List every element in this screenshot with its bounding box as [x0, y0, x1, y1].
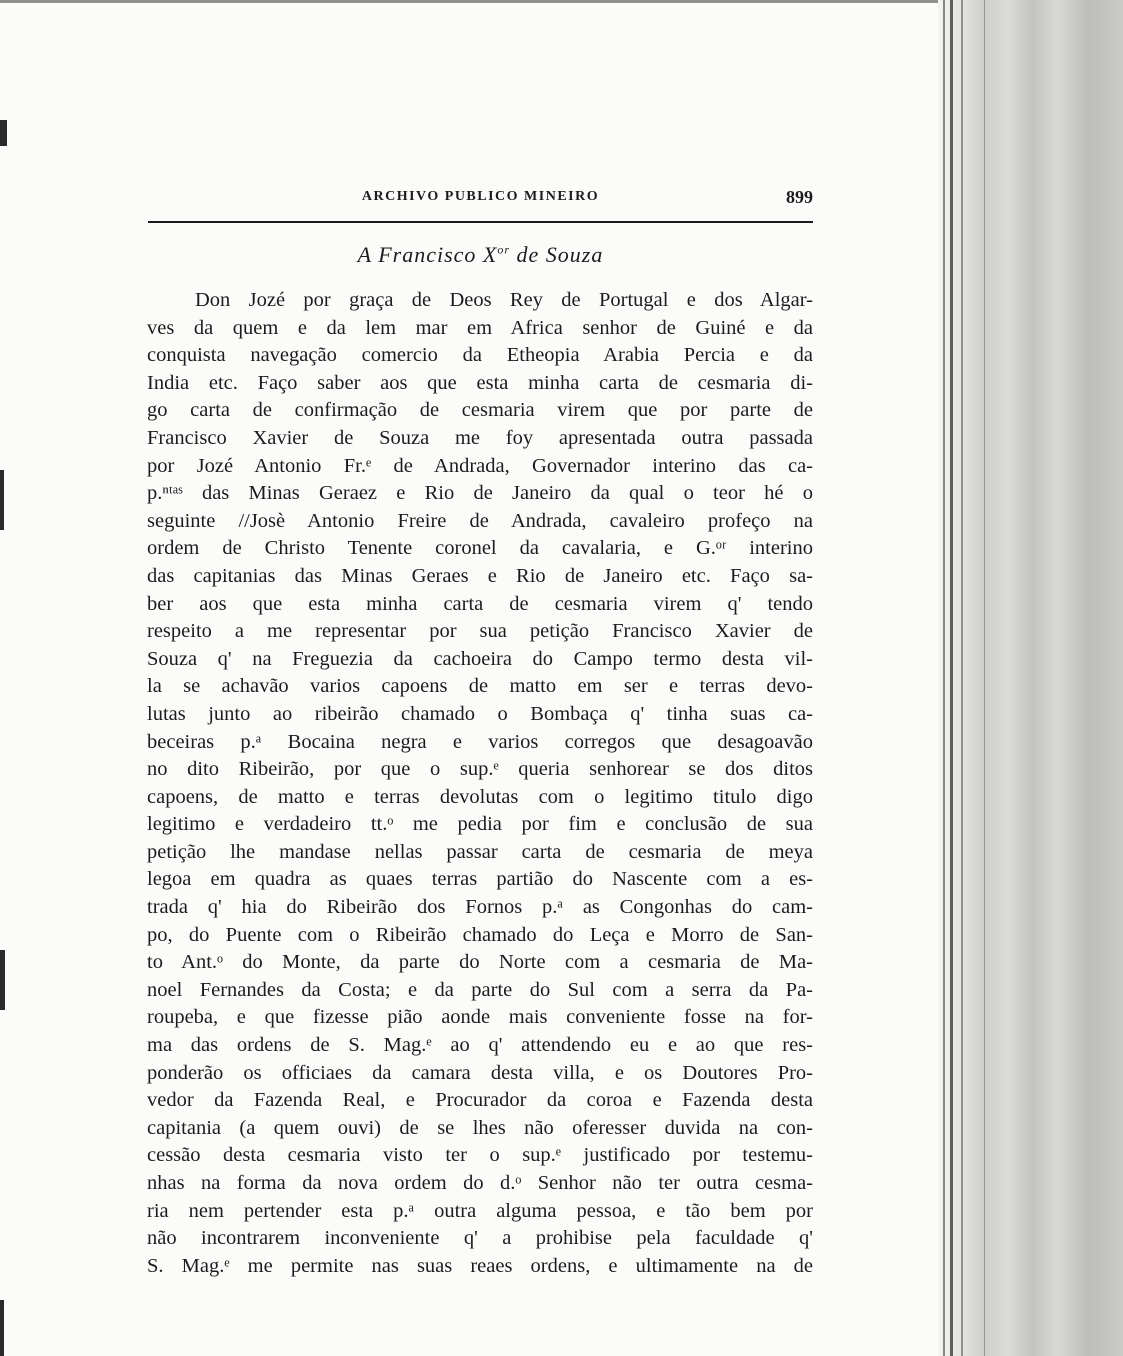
- running-header-title: ARCHIVO PUBLICO MINEIRO: [361, 189, 600, 204]
- text-line: beceiras p.ᵃ Bocaina negra e varios corregos que desagoavão: [147, 730, 813, 753]
- text-line: legoa em quadra as quaes terras partião do Nascente com a es-: [147, 868, 813, 891]
- text-line: po, do Puente com o Ribeirão chamado do Leça e Morro de San-: [147, 923, 813, 946]
- page-number: 899: [786, 187, 813, 207]
- document-title-end: de Souza: [516, 242, 604, 267]
- text-line: cessão desta cesmaria visto ter o sup.ᵉ justificado por testemu-: [147, 1144, 813, 1167]
- header-rule: [148, 221, 813, 223]
- text-line: no dito Ribeirão, por que o sup.ᵉ queria senhorear se dos ditos: [147, 758, 813, 781]
- gutter-shadow-line: [961, 0, 963, 1356]
- text-line: ponderão os officiaes da camara desta villa, e os Doutores Pro-: [147, 1061, 813, 1084]
- text-line: S. Mag.ᵉ me permite nas suas reaes ordens, e ultimamente na de: [147, 1254, 813, 1277]
- binding-mark: [0, 120, 7, 146]
- text-line: legitimo e verdadeiro tt.ᵒ me pedia por fim e conclusão de sua: [147, 813, 813, 836]
- gutter-shadow-line: [943, 0, 945, 1356]
- text-line: ber aos que esta minha carta de cesmaria virem q' tendo: [147, 592, 813, 615]
- text-line: nhas na forma da nova ordem do d.ᵒ Senhor não ter outra cesma-: [147, 1172, 813, 1194]
- gutter-shadow-line: [984, 0, 985, 1356]
- text-line: capoens, de matto e terras devolutas com o legitimo titulo digo: [147, 785, 813, 808]
- binding-mark: [0, 950, 5, 1010]
- binding-mark: [0, 1300, 4, 1356]
- text-line: go carta de confirmação de cesmaria virem que por parte de: [147, 399, 813, 422]
- text-line: respeito a me representar por sua petição Francisco Xavier de: [147, 620, 813, 643]
- text-line: noel Fernandes da Costa; e da parte do Sul com a serra da Pa-: [147, 978, 813, 1001]
- text-line: por Jozé Antonio Fr.ᵉ de Andrada, Governador interino das ca-: [147, 454, 813, 477]
- text-line: não incontrarem inconveniente q' a prohibise pela faculdade q': [147, 1227, 813, 1250]
- text-line: seguinte //Josè Antonio Freire de Andrada, cavaleiro profeço na: [147, 509, 813, 532]
- document-title: [148, 242, 813, 268]
- binding-mark: [0, 470, 4, 530]
- document-title-superscript: or: [497, 242, 511, 257]
- text-line: vedor da Fazenda Real, e Procurador da coroa e Fazenda desta: [147, 1089, 813, 1112]
- text-line: la se achavão varios capoens de matto em ser e terras devo-: [147, 675, 813, 698]
- text-line: to Ant.ᵒ do Monte, da parte do Norte com a cesmaria de Ma-: [147, 951, 813, 974]
- text-line: India etc. Faço saber aos que esta minha carta de cesmaria di-: [147, 371, 813, 394]
- gutter-shadow-line: [950, 0, 953, 1356]
- text-line: petição lhe mandase nellas passar carta de cesmaria de meya: [147, 840, 813, 863]
- body-text: [147, 287, 813, 1280]
- text-line: conquista navegação comercio da Etheopia Arabia Percia e da: [147, 344, 813, 367]
- text-line: das capitanias das Minas Geraes e Rio de Janeiro etc. Faço sa-: [147, 564, 813, 587]
- text-line: ria nem pertender esta p.ᵃ outra alguma pessoa, e tão bem por: [147, 1199, 813, 1222]
- text-line: Don Jozé por graça de Deos Rey de Portugal e dos Algar-: [195, 289, 813, 311]
- text-line: trada q' hia do Ribeirão dos Fornos p.ᵃ as Congonhas do cam-: [147, 896, 813, 919]
- text-line: ves da quem e da lem mar em Africa senhor de Guiné e da: [147, 316, 813, 339]
- text-line: capitania (a quem ouvi) de se lhes não oferesser duvida na con-: [147, 1116, 813, 1139]
- running-header: [148, 187, 813, 213]
- text-line: Francisco Xavier de Souza me foy apresentada outra passada: [147, 426, 813, 449]
- text-line: roupeba, e que fizesse pião aonde mais conveniente fosse na for-: [147, 1006, 813, 1029]
- text-line: Souza q' na Freguezia da cachoeira do Campo termo desta vil-: [147, 647, 813, 670]
- text-line: ordem de Christo Tenente coronel da cavalaria, e G.ᵒʳ interino: [147, 537, 813, 560]
- document-title-text: A Francisco X: [357, 242, 498, 267]
- text-line: p.ⁿᵗᵃˢ das Minas Geraez e Rio de Janeiro da qual o teor hé o: [147, 482, 813, 505]
- binding-gutter: [938, 0, 1123, 1356]
- text-line: ma das ordens de S. Mag.ᵉ ao q' attendendo eu e ao que res-: [147, 1034, 813, 1057]
- scan-top-edge: [0, 0, 940, 3]
- text-line: lutas junto ao ribeirão chamado o Bombaça q' tinha suas ca-: [147, 702, 813, 725]
